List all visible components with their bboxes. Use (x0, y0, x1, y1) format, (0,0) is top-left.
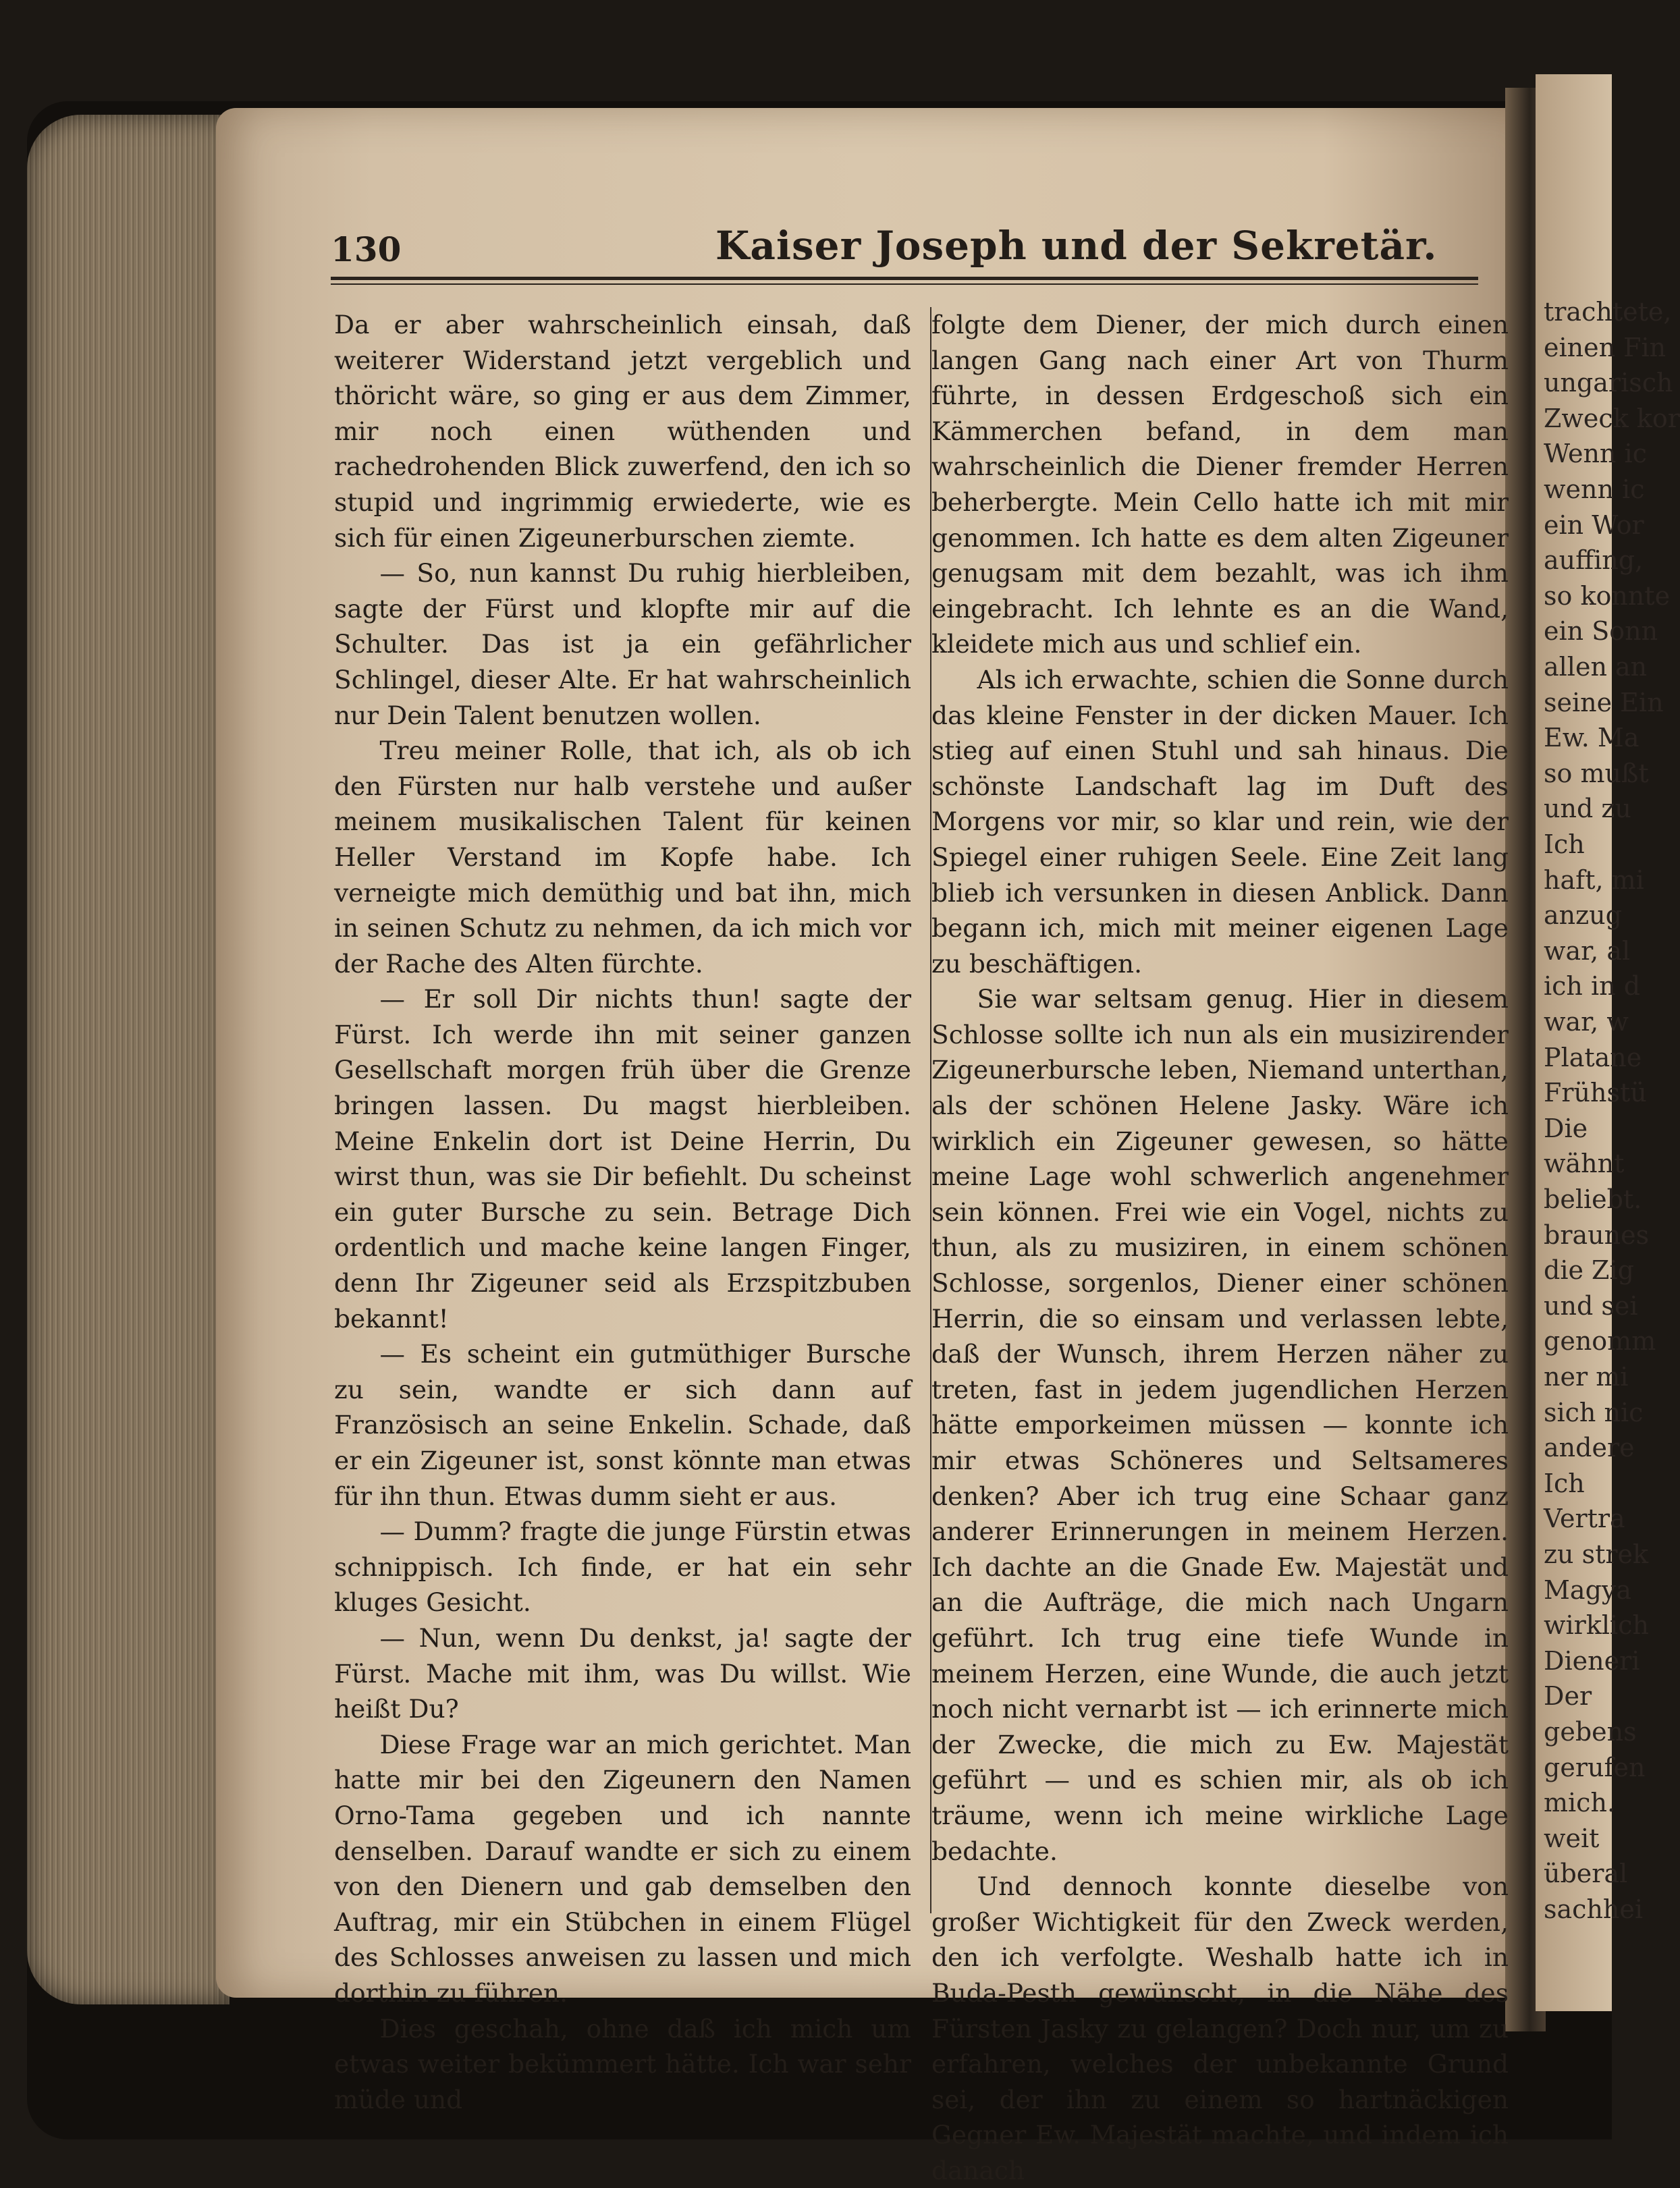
paragraph: Dies geschah, ohne daß ich mich um etwas weiter bekümmert hätte. Ich war sehr müde und (334, 2013, 911, 2114)
next-page-text-fragment: Der (1544, 1681, 1592, 1712)
next-page-fragment (1536, 74, 1680, 2011)
paragraph: — Es scheint ein gutmüthiger Bursche zu sein, wandte er sich dann auf Französisch an seine Enkelin. Schade, daß er ein Zigeuner ist, sonst könnte man etwas für ihn thun. Etwas dumm sieht er aus. (334, 1339, 911, 1511)
next-page-text-fragment: haft, mi (1544, 865, 1644, 895)
next-page-text-fragment: zu strek (1544, 1539, 1649, 1569)
next-page-text-fragment: so mußt (1544, 758, 1649, 788)
next-page-text-fragment: weit (1544, 1823, 1600, 1853)
next-page-text-fragment: ner mi (1544, 1362, 1629, 1392)
next-page-text-fragment: Die (1544, 1113, 1588, 1143)
next-page-text-fragment: sachhei (1544, 1894, 1644, 1924)
next-page-text-fragment: sich nic (1544, 1397, 1644, 1427)
next-page-text-fragment: auffing, (1544, 545, 1644, 576)
paragraph: Sie war seltsam genug. Hier in diesem Schlosse sollte ich nun als ein musizirender Zigeunerbursche leben, Niemand unterthan, als der schönen Helene Jasky. Wäre ich wirklich ein Zigeuner gewesen, so hätte meine Lage wohl schwerlich angenehmer sein können. Frei wie ein Vogel, nichts zu thun, als zu musiziren, in einem schönen Schlosse, sorgenlos, Diener einer schönen Herrin, die so einsam und verlassen lebte, daß der Wunsch, ihrem Herzen näher zu treten, fast in jedem jugendlichen Herzen hätte emporkeimen müssen — konnte ich mir etwas Schöneres und Seltsameres denken? Aber ich trug eine Schaar ganz anderer Erinnerungen in meinem Herzen. Ich dachte an die Gnade Ew. Majestät und an die Aufträge, die mich nach Ungarn geführt. Ich trug eine tiefe Wunde in meinem Herzen, eine Wunde, die auch jetzt noch nicht vernarbt ist — ich erinnerte mich der Zwecke, die mich zu Ew. Majestät geführt — und es schien mir, als ob ich träume, wenn ich meine wirkliche Lage bedachte. (931, 984, 1509, 1866)
next-page-text-fragment: einen Fin (1544, 332, 1667, 362)
next-page-text-fragment: und zu (1544, 794, 1631, 824)
next-page-text-fragment: ein Sonn (1544, 616, 1658, 647)
next-page-text-fragment: mich. (1544, 1788, 1616, 1818)
next-page-text-fragment: trachtete, (1544, 297, 1672, 327)
next-page-text-fragment: braunes (1544, 1220, 1650, 1250)
next-page-text-fragment: Ich (1544, 1468, 1585, 1498)
paragraph: Diese Frage war an mich gerichtet. Man hatte mir bei den Zigeunern den Namen Orno-Tama gegeben und ich nannte denselben. Darauf wandte er sich zu einem von den Dienern und gab demselben den Auftrag, mir ein Stübchen in einem Flügel des Schlosses anweisen zu lassen und mich dorthin zu führen. (334, 1729, 911, 2008)
paragraph: Da er aber wahrscheinlich einsah, daß weiterer Widerstand jetzt vergeblich und thöricht wäre, so ging er aus dem Zimmer, mir noch einen wüthenden und rachedrohenden Blick zuwerfend, den ich so stupid und ingrimmig erwiederte, wie es sich für einen Zigeunerburschen ziemte. (334, 310, 911, 553)
left-column (334, 307, 911, 2117)
paragraph: — So, nun kannst Du ruhig hierbleiben, sagte der Fürst und klopfte mir auf die Schulter. Das ist ja ein gefährlicher Schlingel, dieser Alte. Er hat wahrscheinlich nur Dein Talent benutzen wollen. (334, 558, 911, 730)
next-page-text-fragment: andere (1544, 1433, 1635, 1463)
next-page-text-fragment: wirklich (1544, 1610, 1649, 1641)
running-title: Kaiser Joseph und der Sekretär. (715, 223, 1438, 269)
page-edges (27, 115, 229, 2004)
next-page-text-fragment: und sei (1544, 1290, 1638, 1321)
paragraph: folgte dem Diener, der mich durch einen langen Gang nach einer Art von Thurm führte, in dessen Erdgeschoß sich ein Kämmerchen befand, in dem man wahrscheinlich die Diener fremder Herren beherbergte. Mein Cello hatte ich mit mir genommen. Ich hatte es dem alten Zigeuner genugsam mit dem bezahlt, was ich ihm eingebracht. Ich lehnte es an die Wand, kleidete mich aus und schlief ein. (931, 310, 1509, 659)
next-page-text-fragment: Vertra (1544, 1504, 1625, 1534)
next-page-text-fragment: Wenn ic (1544, 439, 1647, 469)
next-page-text-fragment: ein Wor (1544, 510, 1644, 540)
next-page-text-fragment: Frühstü (1544, 1078, 1647, 1108)
next-page-text-fragment: genomm (1544, 1326, 1656, 1357)
next-page-text-fragment: beliebt. (1544, 1184, 1642, 1214)
header-rule (331, 277, 1478, 280)
page-header (331, 223, 1478, 270)
next-page-text-fragment: Magya (1544, 1575, 1632, 1605)
next-page-text-fragment: seine Ein (1544, 687, 1664, 717)
paragraph: — Dumm? fragte die junge Fürstin etwas schnippisch. Ich finde, er hat ein sehr kluges Gesicht. (334, 1516, 911, 1618)
header-rule-thin (331, 283, 1478, 285)
next-page-text-fragment: überal (1544, 1859, 1628, 1889)
paragraph: — Nun, wenn Du denkst, ja! sagte der Fürst. Mache mit ihm, was Du willst. Wie heißt Du? (334, 1622, 911, 1724)
right-column (931, 307, 1509, 2188)
next-page-text-fragment: Ew. Ma (1544, 723, 1640, 753)
next-page-text-fragment: war, al (1544, 935, 1631, 966)
page-number: 130 (331, 229, 402, 269)
next-page-text-fragment: gerufen (1544, 1752, 1646, 1782)
next-page-text-fragment: allen an (1544, 652, 1648, 682)
next-page-text-fragment: war, w (1544, 1007, 1629, 1037)
next-page-text-fragment: so konnte (1544, 580, 1671, 611)
next-page-text-fragment: gebens (1544, 1717, 1637, 1747)
paragraph: Als ich erwachte, schien die Sonne durch das kleine Fenster in der dicken Mauer. Ich stieg auf einen Stuhl und sah hinaus. Die schönste Landschaft lag im Duft des Morgens vor mir, so klar und rein, wie der Spiegel einer ruhigen Seele. Eine Zeit lang blieb ich versunken in diesen Anblick. Dann begann ich, mich mit meiner eigenen Lage zu beschäftigen. (931, 664, 1509, 979)
paragraph: Und dennoch konnte dieselbe von großer Wichtigkeit für den Zweck werden, den ich verfolgte. Weshalb hatte ich in Buda-Pesth gewünscht, in die Nähe des Fürsten Jasky zu gelangen? Doch nur, um zu erfahren, welches der unbekannte Grund sei, der ihn zu einem so hartnäckigen Gegner Ew. Majestät machte, und indem ich danach (931, 1871, 1509, 2185)
paragraph: Treu meiner Rolle, that ich, als ob ich den Fürsten nur halb verstehe und außer meinem musikalischen Talent für keinen Heller Verstand im Kopfe habe. Ich verneigte mich demüthig und bat ihn, mich in seinen Schutz zu nehmen, da ich mich vor der Rache des Alten fürchte. (334, 736, 911, 979)
next-page-text-fragment: anzug (1544, 900, 1622, 931)
next-page-text-fragment: ich in d (1544, 971, 1641, 1002)
next-page-text-fragment: wenn ic (1544, 474, 1645, 504)
next-page-text-fragment: Zweck kor (1544, 403, 1680, 433)
next-page-text-fragment: Platane (1544, 1042, 1642, 1072)
next-page-text-fragment: Ich (1544, 829, 1585, 859)
next-page-text-fragment: Dieneri (1544, 1645, 1640, 1676)
paragraph: — Er soll Dir nichts thun! sagte der Fürst. Ich werde ihn mit seiner ganzen Gesellschaft morgen früh über die Grenze bringen lassen. Du magst hierbleiben. Meine Enkelin dort ist Deine Herrin, Du wirst thun, was sie Dir befiehlt. Du scheinst ein guter Bursche zu sein. Betrage Dich ordentlich und mache keine langen Finger, denn Ihr Zigeuner seid als Erzspitzbuben bekannt! (334, 984, 911, 1334)
next-page-text-fragment: die Zig (1544, 1255, 1634, 1286)
next-page-text-fragment: ungarisch (1544, 368, 1673, 398)
next-page-text-fragment: wähnt (1544, 1149, 1625, 1179)
